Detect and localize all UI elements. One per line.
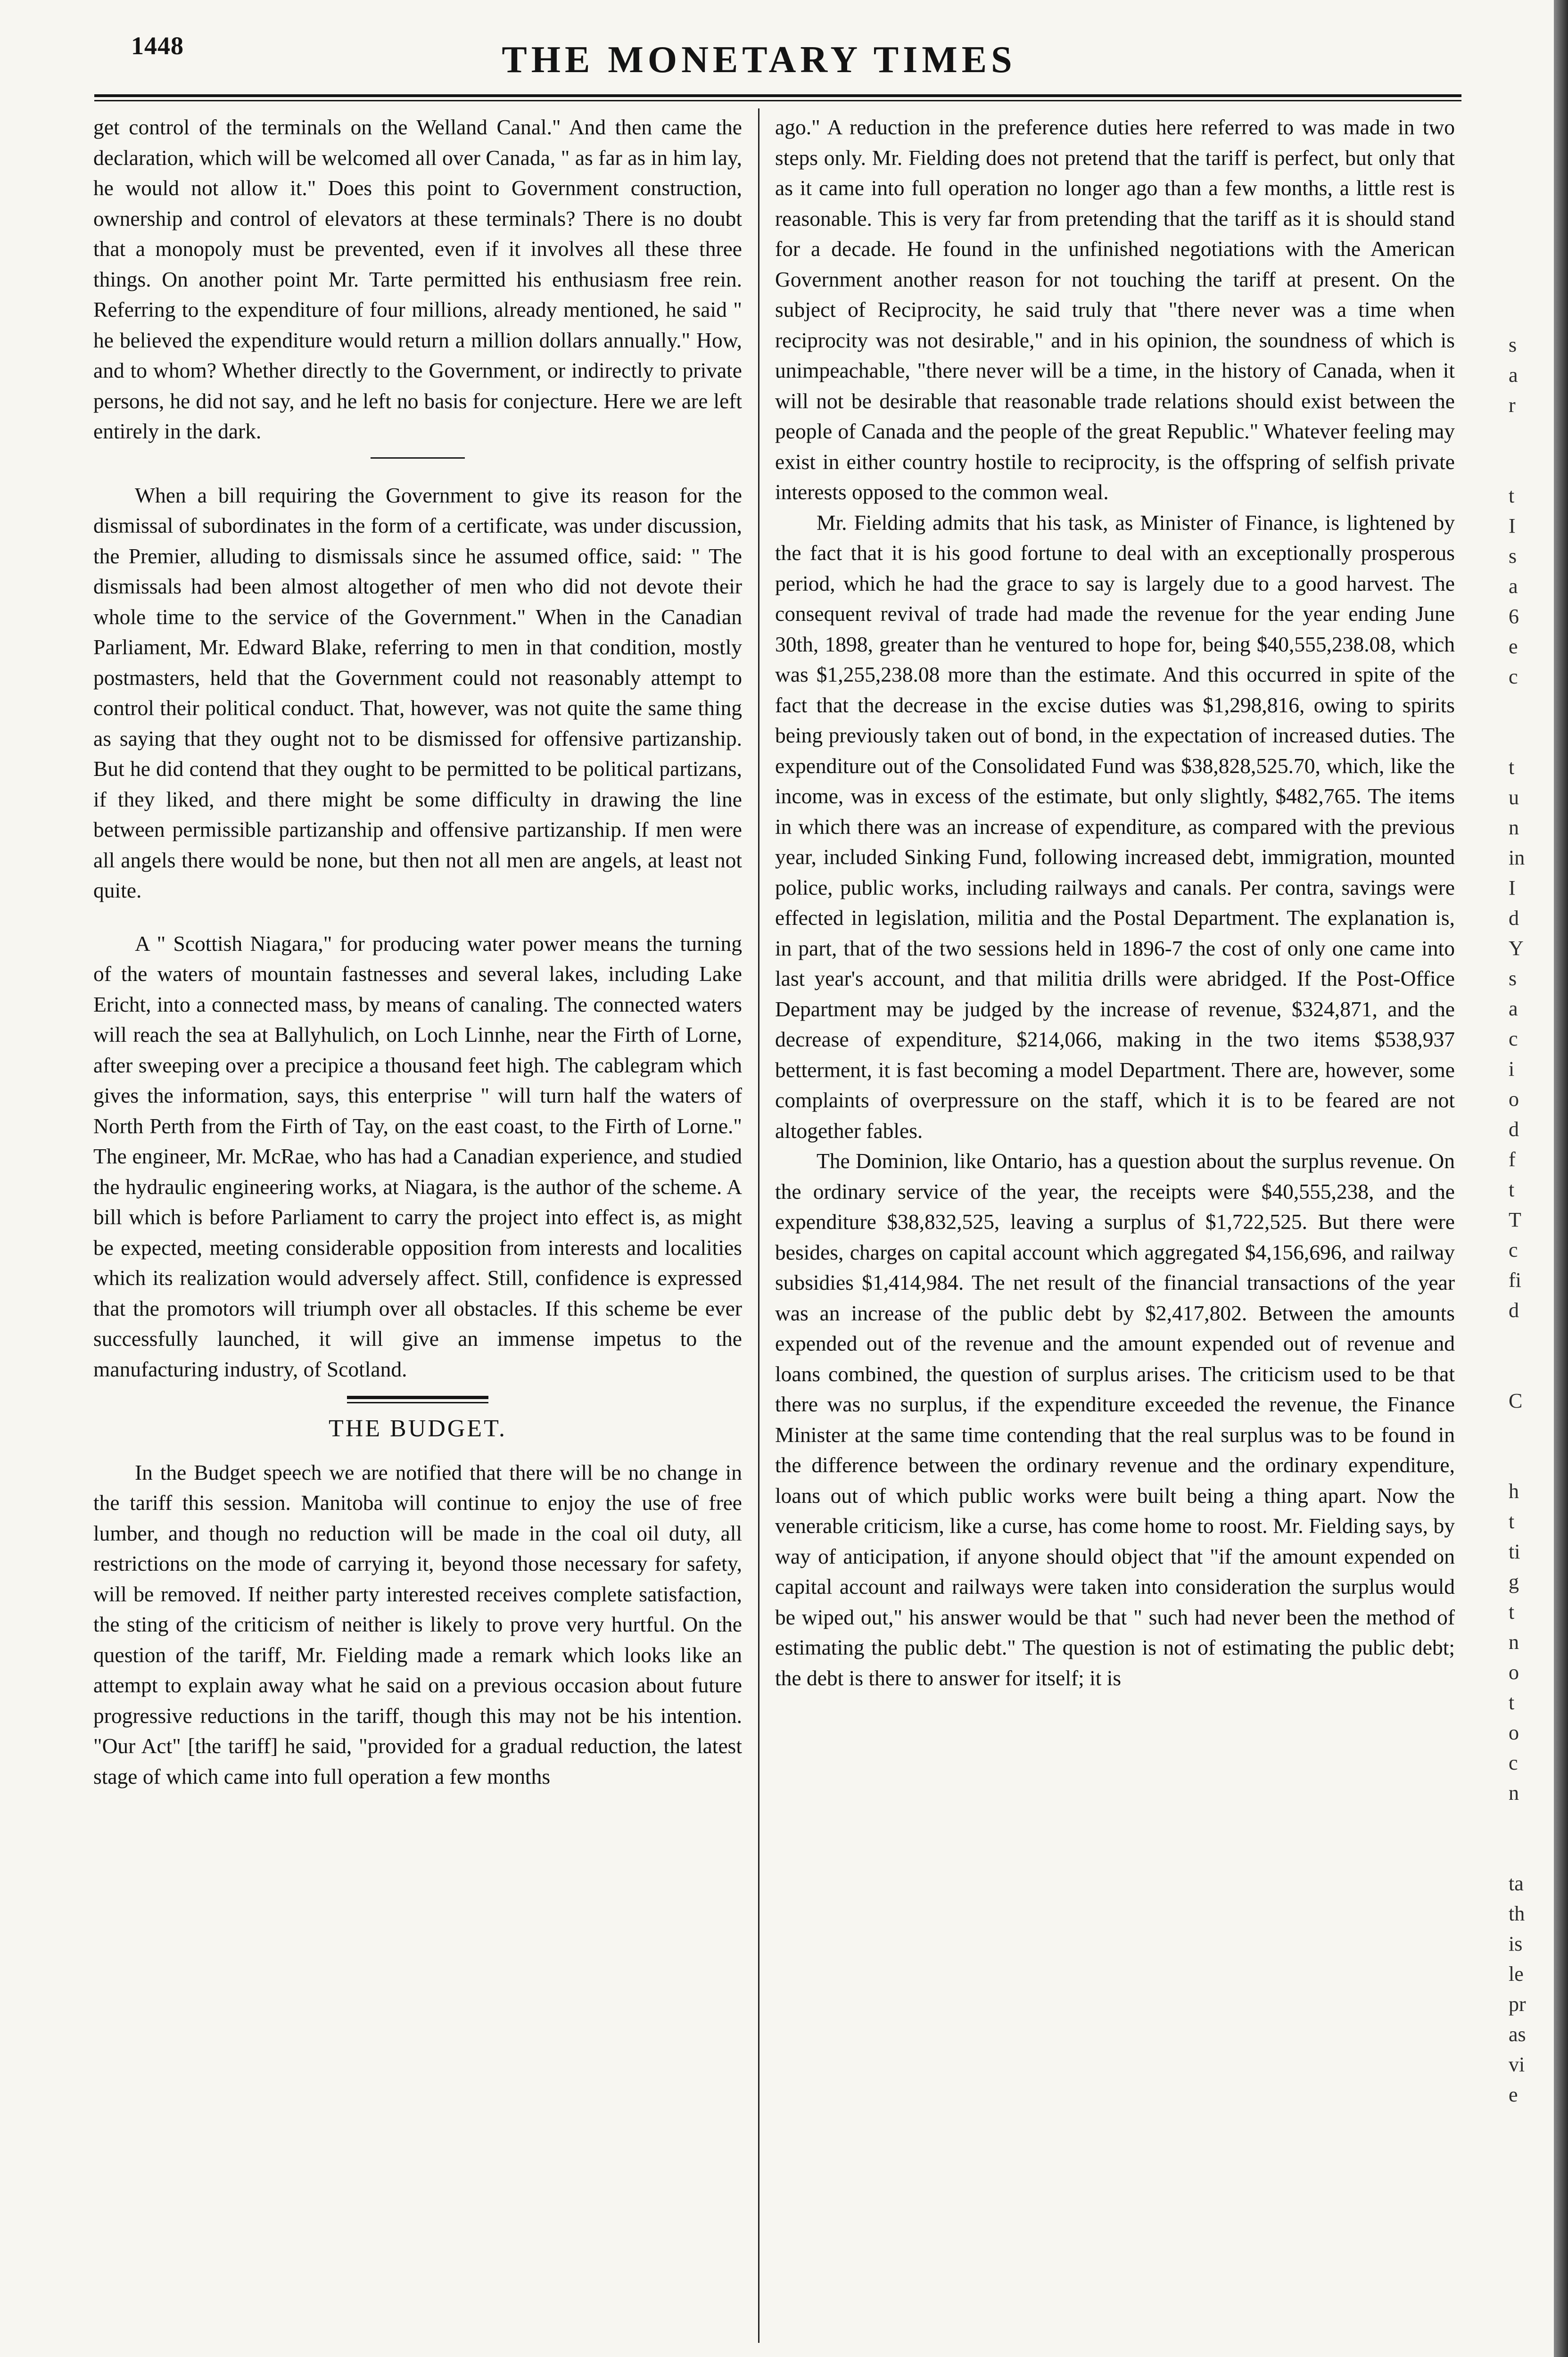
header-rule: [94, 94, 1461, 97]
right-paragraph-reciprocity: ago." A reduction in the preference duties here referred to was made in two steps only. Mr. Fielding does not pretend that the tariff is perfect, but only that as it came into full operation no longer ago than a few months, a little rest is reasonable. This is very far from pretending that the tariff as it is should stand for a decade. He found in the unfinished negotiations with the American Government another reason for not touching the tariff at present. On the subject of Reciprocity, he said truly that "there never was a time when reciprocity was not desirable," and in his opinion, the soundness of which is unimpeachable, "there never will be a time, in the history of Canada, when it will not be desirable that reasonable trade relations should exist between the people of Canada and the people of the great Republic." Whatever feeling may exist in either country hostile to reciprocity, is the offspring of selfish private interests opposed to the common weal.: [775, 115, 1455, 504]
left-column: [93, 112, 742, 2342]
masthead: THE MONETARY TIMES: [502, 39, 1016, 81]
left-paragraph-terminals: get control of the terminals on the Welland Canal." And then came the declaration, which will be welcomed all over Canada, " as far as in him lay, he would not allow it." Does this point to Government construction, ownership and control of elevators at these terminals? There is no doubt that a monopoly must be prevented, even if it involves all these three things. On another point Mr. Tarte permitted his enthusiasm free rein. Referring to the expenditure of four millions, already mentioned, he said " he believed the expenditure would return a million dollars annually." How, and to whom? Whether directly to the Government, or indirectly to private persons, he did not say, and he left no basis for conjecture. Here we are left entirely in the dark.: [93, 115, 742, 443]
left-paragraph-scottish-niagara: A " Scottish Niagara," for producing water power means the turning of the waters of mountain fastnesses and several lakes, including Lake Ericht, into a connected mass, by means of canaling. The connected waters will reach the sea at Ballyhulich, on Loch Linnhe, near the Firth of Lorne, after sweeping over a precipice a thousand feet high. The cablegram which gives the information, says, this enterprise " will turn half the waters of North Perth from the Firth of Tay, on the east coast, to the Firth of Lorne." The engineer, Mr. McRae, who has had a Canadian experience, and studied the hydraulic engineering works, at Niagara, is the author of the scheme. A bill which is before Parliament to carry the project into effect is, as might be expected, meeting considerable opposition from interests and localities which its realization would adversely affect. Still, confidence is expressed that the promotors will triumph over all obstacles. If this scheme be ever successfully launched, it will give an immense impetus to the manufacturing industry, of Scotland.: [93, 931, 742, 1381]
right-column: [775, 112, 1455, 2342]
header-rule-thin: [94, 100, 1461, 101]
section-heading-budget: THE BUDGET.: [328, 1415, 507, 1442]
section-divider: [371, 457, 465, 459]
budget-divider: [347, 1396, 488, 1403]
right-paragraph-revenue: Mr. Fielding admits that his task, as Minister of Finance, is lightened by the fact that it is his good fortune to deal with an exceptionally prosperous period, which he had the grace to say is largely due to a good harvest. The consequent revival of trade had made the revenue for the year ending June 30th, 1898, greater than he ventured to hope for, being $40,555,238.08, which was $1,255,238.08 more than the estimate. And this occurred in spite of the fact that the decrease in the excise duties was $1,298,816, owing to spirits being previously taken out of bond, in the expectation of increased duties. The expenditure out of the Consolidated Fund was $38,828,525.70, which, like the income, was in excess of the estimate, but only slightly, $482,765. The items in which there was an increase of expenditure, as compared with the previous year, included Sinking Fund, following increased debt, immigration, mounted police, public works, including railways and canals. Per contra, savings were effected in legislation, militia and the Postal Department. The explanation is, in part, that of the two sessions held in 1896-7 the cost of only one came into last year's account, and that militia drills were abridged. If the Post-Office Department may be judged by the increase of revenue, $324,871, and the decrease of expenditure, $214,066, making in the two items $538,937 betterment, it is fast becoming a model Department. There are, however, some complaints of overpressure on the staff, which it is to be feared are not altogether fables.: [775, 510, 1455, 1143]
adjacent-page-fragments: s a r t I s a 6 e c t u n in I d Y s a c i o d f t T c fi d C h t ti g t n o t o c n ta th is le pr as vi e: [1509, 333, 1526, 2106]
right-paragraph-surplus: The Dominion, like Ontario, has a question about the surplus revenue. On the ordinary service of the year, the receipts were $40,555,238, and the expenditure $38,832,525, leaving a surplus of $1,722,525. But there were besides, charges on capital account which aggregated $4,156,696, and railway subsidies $1,414,984. The net result of the financial transactions of the year was an increase of the public debt by $2,417,802. Between the amounts expended out of the revenue and the amount expended out of revenue and loans combined, the question of surplus arises. The criticism used to be that there was no surplus, if the expenditure exceeded the revenue, the Finance Minister at the same time contending that the real surplus was to be found in the difference between the ordinary revenue and the ordinary expenditure, loans out of which public works were built being a thing apart. Now the venerable criticism, like a curse, has come home to roost. Mr. Fielding says, by way of anticipation, if anyone should object that "if the amount expended on capital account and railways were taken into consideration the surplus would be wiped out," his answer would be that " such had never been the method of estimating the public debt." The question is not of estimating the public debt; the debt is there to answer for itself; it is: [775, 1149, 1455, 1690]
column-rule: [758, 108, 759, 2343]
page-number: 1448: [131, 32, 184, 60]
page-binding-edge: [1554, 0, 1568, 2357]
left-paragraph-budget: In the Budget speech we are notified that there will be no change in the tariff this session. Manitoba will continue to enjoy the use of free lumber, and though no reduction will be made in the coal oil duty, all restrictions on the mode of carrying it, beyond those necessary for safety, will be removed. If neither party interested receives complete satisfaction, the sting of the criticism of neither is likely to prove very hurtful. On the question of the tariff, Mr. Fielding made a remark which looks like an attempt to explain away what he said on a previous occasion about future progressive reductions in the tariff, though this may not be his intention. "Our Act" [the tariff] he said, "provided for a gradual reduction, the latest stage of which came into full operation a few months: [93, 1460, 742, 1788]
paragraph-gap: [93, 906, 742, 929]
left-paragraph-dismissals: When a bill requiring the Government to give its reason for the dismissal of subordinates in the form of a certificate, was under discussion, the Premier, alluding to dismissals since he assumed office, said: " The dismissals had been almost altogether of men who did not devote their whole time to the service of the Government." When in the Canadian Parliament, Mr. Edward Blake, referring to men in that condition, mostly postmasters, held that the Government could not reasonably attempt to control their political conduct. That, however, was not quite the same thing as saying that they ought not to be dismissed for offensive partizanship. But he did contend that they ought to be permitted to be political partizans, if they liked, and there might be some difficulty in drawing the line between permissible partizanship and offensive partizanship. If men were all angels there would be none, but then not all men are angels, at least not quite.: [93, 483, 742, 902]
